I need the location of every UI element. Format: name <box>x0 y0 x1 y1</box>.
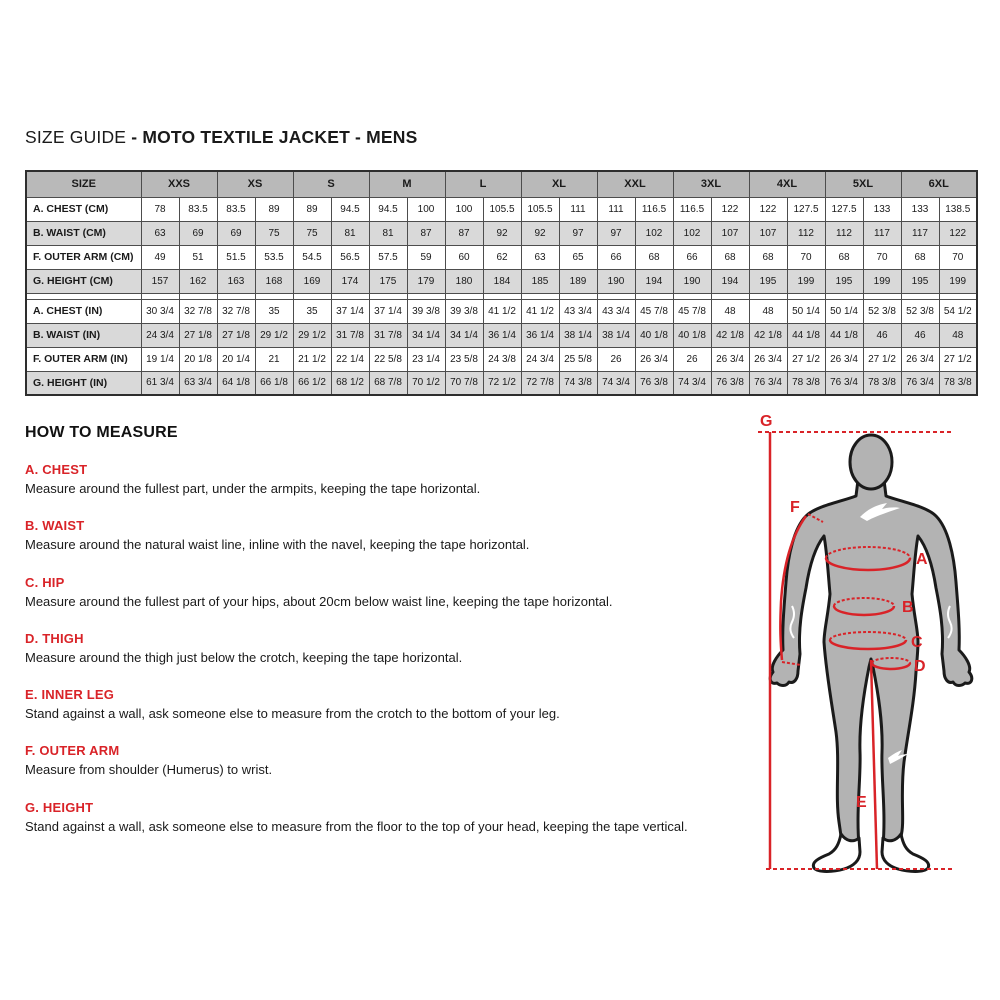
size-value-cell: 27 1/2 <box>863 347 901 371</box>
size-value-cell: 59 <box>407 245 445 269</box>
size-value-cell: 34 1/4 <box>407 323 445 347</box>
size-name-cell: S <box>293 171 369 197</box>
size-value-cell: 72 1/2 <box>483 371 521 395</box>
how-to-measure-title: HOW TO MEASURE <box>25 424 178 441</box>
size-value-cell: 21 1/2 <box>293 347 331 371</box>
size-value-cell: 70 <box>939 245 977 269</box>
size-value-cell: 26 <box>673 347 711 371</box>
size-value-cell: 48 <box>939 323 977 347</box>
size-value-cell: 68 <box>749 245 787 269</box>
size-value-cell: 25 5/8 <box>559 347 597 371</box>
size-value-cell: 94.5 <box>331 197 369 221</box>
row-label: A. CHEST (CM) <box>26 197 141 221</box>
size-value-cell: 40 1/8 <box>635 323 673 347</box>
figure-label-waist: B <box>902 599 914 616</box>
size-value-cell: 116.5 <box>635 197 673 221</box>
size-value-cell: 24 3/4 <box>521 347 559 371</box>
measure-section-text: Stand against a wall, ask someone else to measure from the floor to the top of your head, keeping the tape vertical. <box>25 818 688 834</box>
size-value-cell: 190 <box>673 269 711 293</box>
measure-section-heading: E. INNER LEG <box>25 687 115 702</box>
size-value-cell: 69 <box>179 221 217 245</box>
measure-section <box>25 462 745 497</box>
size-value-cell: 53.5 <box>255 245 293 269</box>
size-value-cell: 39 3/8 <box>445 299 483 323</box>
size-value-cell: 62 <box>483 245 521 269</box>
size-value-cell: 24 3/8 <box>483 347 521 371</box>
size-value-cell: 70 <box>863 245 901 269</box>
row-label: F. OUTER ARM (IN) <box>26 347 141 371</box>
size-value-cell: 44 1/8 <box>825 323 863 347</box>
size-value-cell: 51.5 <box>217 245 255 269</box>
size-value-cell: 194 <box>635 269 673 293</box>
size-value-cell: 68 <box>635 245 673 269</box>
size-value-cell: 29 1/2 <box>293 323 331 347</box>
size-value-cell: 78 3/8 <box>863 371 901 395</box>
size-name-cell: 4XL <box>749 171 825 197</box>
size-value-cell: 74 3/4 <box>597 371 635 395</box>
size-value-cell: 52 3/8 <box>901 299 939 323</box>
size-value-cell: 81 <box>331 221 369 245</box>
size-value-cell: 190 <box>597 269 635 293</box>
measure-section-heading: C. HIP <box>25 574 65 590</box>
measure-section <box>25 743 745 778</box>
measure-section-text: Measure around the thigh just below the crotch, keeping the tape horizontal. <box>25 649 463 665</box>
size-value-cell: 194 <box>711 269 749 293</box>
size-value-cell: 20 1/8 <box>179 347 217 371</box>
size-value-cell: 107 <box>711 221 749 245</box>
size-value-cell: 26 <box>597 347 635 371</box>
size-value-cell: 34 1/4 <box>445 323 483 347</box>
size-value-cell: 45 7/8 <box>673 299 711 323</box>
size-value-cell: 162 <box>179 269 217 293</box>
size-value-cell: 83.5 <box>217 197 255 221</box>
size-value-cell: 30 3/4 <box>141 299 179 323</box>
size-table-wrapper <box>25 170 978 396</box>
size-value-cell: 35 <box>255 299 293 323</box>
size-value-cell: 29 1/2 <box>255 323 293 347</box>
size-value-cell: 76 3/8 <box>635 371 673 395</box>
table-row <box>26 269 977 293</box>
size-value-cell: 50 1/4 <box>825 299 863 323</box>
size-value-cell: 116.5 <box>673 197 711 221</box>
size-value-cell: 66 1/8 <box>255 371 293 395</box>
size-value-cell: 76 3/4 <box>749 371 787 395</box>
size-value-cell: 122 <box>939 221 977 245</box>
size-value-cell: 89 <box>293 197 331 221</box>
size-value-cell: 69 <box>217 221 255 245</box>
size-value-cell: 76 3/4 <box>825 371 863 395</box>
size-value-cell: 76 3/4 <box>901 371 939 395</box>
figure-label-outer-arm: F <box>790 499 800 516</box>
size-value-cell: 31 7/8 <box>331 323 369 347</box>
size-value-cell: 111 <box>597 197 635 221</box>
size-name-cell: 6XL <box>901 171 977 197</box>
size-value-cell: 37 1/4 <box>369 299 407 323</box>
size-value-cell: 75 <box>293 221 331 245</box>
figure-label-chest: A <box>916 551 928 568</box>
size-value-cell: 37 1/4 <box>331 299 369 323</box>
size-value-cell: 43 3/4 <box>559 299 597 323</box>
size-value-cell: 75 <box>255 221 293 245</box>
size-value-cell: 70 <box>787 245 825 269</box>
row-label: A. CHEST (IN) <box>26 299 141 323</box>
size-value-cell: 107 <box>749 221 787 245</box>
size-value-cell: 76 3/8 <box>711 371 749 395</box>
size-value-cell: 105.5 <box>483 197 521 221</box>
size-value-cell: 78 <box>141 197 179 221</box>
measure-section-heading: F. OUTER ARM <box>25 743 120 759</box>
size-value-cell: 63 <box>521 245 559 269</box>
size-name-cell: XXS <box>141 171 217 197</box>
page-title <box>25 127 418 148</box>
size-value-cell: 27 1/2 <box>939 347 977 371</box>
size-value-cell: 48 <box>749 299 787 323</box>
size-value-cell: 63 <box>141 221 179 245</box>
measure-section <box>25 800 745 835</box>
size-value-cell: 70 1/2 <box>407 371 445 395</box>
size-value-cell: 19 1/4 <box>141 347 179 371</box>
size-value-cell: 49 <box>141 245 179 269</box>
size-name-cell: L <box>445 171 521 197</box>
size-value-cell: 65 <box>559 245 597 269</box>
size-value-cell: 199 <box>787 269 825 293</box>
size-value-cell: 31 7/8 <box>369 323 407 347</box>
figure-label-inner-leg: E <box>856 794 867 811</box>
size-value-cell: 50 1/4 <box>787 299 825 323</box>
size-value-cell: 97 <box>559 221 597 245</box>
size-value-cell: 27 1/8 <box>217 323 255 347</box>
size-value-cell: 43 3/4 <box>597 299 635 323</box>
table-row <box>26 245 977 269</box>
size-value-cell: 122 <box>711 197 749 221</box>
size-value-cell: 27 1/8 <box>179 323 217 347</box>
size-value-cell: 44 1/8 <box>787 323 825 347</box>
size-value-cell: 185 <box>521 269 559 293</box>
size-value-cell: 111 <box>559 197 597 221</box>
size-value-cell: 42 1/8 <box>711 323 749 347</box>
size-value-cell: 102 <box>635 221 673 245</box>
size-value-cell: 54 1/2 <box>939 299 977 323</box>
size-value-cell: 127.5 <box>787 197 825 221</box>
figure-label-hip: C <box>911 634 923 651</box>
size-value-cell: 87 <box>445 221 483 245</box>
size-value-cell: 168 <box>255 269 293 293</box>
size-value-cell: 36 1/4 <box>521 323 559 347</box>
size-value-cell: 180 <box>445 269 483 293</box>
size-value-cell: 163 <box>217 269 255 293</box>
size-value-cell: 32 7/8 <box>217 299 255 323</box>
size-value-cell: 87 <box>407 221 445 245</box>
size-value-cell: 89 <box>255 197 293 221</box>
size-value-cell: 117 <box>901 221 939 245</box>
size-value-cell: 68 <box>825 245 863 269</box>
size-name-cell: 3XL <box>673 171 749 197</box>
size-value-cell: 92 <box>483 221 521 245</box>
size-value-cell: 117 <box>863 221 901 245</box>
size-value-cell: 68 1/2 <box>331 371 369 395</box>
size-value-cell: 68 <box>711 245 749 269</box>
size-value-cell: 42 1/8 <box>749 323 787 347</box>
size-value-cell: 26 3/4 <box>749 347 787 371</box>
size-value-cell: 105.5 <box>521 197 559 221</box>
size-value-cell: 41 1/2 <box>483 299 521 323</box>
table-header-row <box>26 171 977 197</box>
size-value-cell: 68 <box>901 245 939 269</box>
size-value-cell: 92 <box>521 221 559 245</box>
size-value-cell: 54.5 <box>293 245 331 269</box>
size-name-cell: XL <box>521 171 597 197</box>
left-foot <box>813 834 860 872</box>
size-value-cell: 56.5 <box>331 245 369 269</box>
right-foot <box>882 834 929 872</box>
measure-section-heading: G. HEIGHT <box>25 799 94 815</box>
table-row <box>26 347 977 371</box>
size-value-cell: 63 3/4 <box>179 371 217 395</box>
size-value-cell: 74 3/8 <box>559 371 597 395</box>
measure-section-heading: B. WAIST <box>25 518 85 534</box>
table-row <box>26 323 977 347</box>
size-value-cell: 24 3/4 <box>141 323 179 347</box>
size-name-cell: XXL <box>597 171 673 197</box>
measurement-figure <box>740 410 990 940</box>
size-value-cell: 45 7/8 <box>635 299 673 323</box>
size-value-cell: 78 3/8 <box>939 371 977 395</box>
table-row <box>26 371 977 395</box>
size-value-cell: 70 7/8 <box>445 371 483 395</box>
size-name-cell: M <box>369 171 445 197</box>
measure-section-text: Measure around the fullest part of your hips, about 20cm below waist line, keeping the tape horizontal. <box>25 593 613 609</box>
size-value-cell: 51 <box>179 245 217 269</box>
head <box>850 435 892 489</box>
size-value-cell: 100 <box>407 197 445 221</box>
size-value-cell: 26 3/4 <box>825 347 863 371</box>
row-label: G. HEIGHT (IN) <box>26 371 141 395</box>
size-value-cell: 133 <box>901 197 939 221</box>
size-value-cell: 66 <box>597 245 635 269</box>
page-title-bold: - MOTO TEXTILE JACKET - MENS <box>131 127 418 147</box>
size-value-cell: 199 <box>939 269 977 293</box>
size-value-cell: 184 <box>483 269 521 293</box>
size-value-cell: 26 3/4 <box>901 347 939 371</box>
size-value-cell: 66 1/2 <box>293 371 331 395</box>
table-row <box>26 299 977 323</box>
size-value-cell: 169 <box>293 269 331 293</box>
size-value-cell: 22 1/4 <box>331 347 369 371</box>
size-value-cell: 20 1/4 <box>217 347 255 371</box>
size-value-cell: 23 1/4 <box>407 347 445 371</box>
size-value-cell: 26 3/4 <box>711 347 749 371</box>
row-label: F. OUTER ARM (CM) <box>26 245 141 269</box>
size-value-cell: 27 1/2 <box>787 347 825 371</box>
size-value-cell: 174 <box>331 269 369 293</box>
size-value-cell: 61 3/4 <box>141 371 179 395</box>
size-value-cell: 21 <box>255 347 293 371</box>
measure-section <box>25 631 745 666</box>
size-value-cell: 157 <box>141 269 179 293</box>
size-value-cell: 22 5/8 <box>369 347 407 371</box>
size-value-cell: 78 3/8 <box>787 371 825 395</box>
page-title-prefix: SIZE GUIDE <box>25 127 132 147</box>
size-value-cell: 38 1/4 <box>559 323 597 347</box>
size-value-cell: 122 <box>749 197 787 221</box>
size-value-cell: 41 1/2 <box>521 299 559 323</box>
size-value-cell: 199 <box>863 269 901 293</box>
size-value-cell: 60 <box>445 245 483 269</box>
body-figure-svg <box>740 410 990 940</box>
size-value-cell: 23 5/8 <box>445 347 483 371</box>
size-name-cell: 5XL <box>825 171 901 197</box>
figure-label-thigh: D <box>914 658 926 675</box>
size-value-cell: 57.5 <box>369 245 407 269</box>
size-value-cell: 32 7/8 <box>179 299 217 323</box>
size-value-cell: 94.5 <box>369 197 407 221</box>
measure-section-heading: A. CHEST <box>25 462 88 477</box>
size-value-cell: 72 7/8 <box>521 371 559 395</box>
measure-section-text: Measure around the natural waist line, inline with the navel, keeping the tape horizontal. <box>25 537 530 553</box>
size-value-cell: 46 <box>863 323 901 347</box>
measure-section <box>25 575 745 610</box>
measure-section <box>25 687 745 722</box>
measure-section-text: Measure around the fullest part, under the armpits, keeping the tape horizontal. <box>25 481 481 496</box>
how-to-measure <box>25 424 745 856</box>
size-value-cell: 179 <box>407 269 445 293</box>
size-value-cell: 189 <box>559 269 597 293</box>
row-label: B. WAIST (IN) <box>26 323 141 347</box>
size-value-cell: 66 <box>673 245 711 269</box>
size-value-cell: 68 7/8 <box>369 371 407 395</box>
size-value-cell: 195 <box>825 269 863 293</box>
size-value-cell: 39 3/8 <box>407 299 445 323</box>
size-value-cell: 195 <box>749 269 787 293</box>
size-value-cell: 64 1/8 <box>217 371 255 395</box>
size-value-cell: 36 1/4 <box>483 323 521 347</box>
size-value-cell: 52 3/8 <box>863 299 901 323</box>
size-value-cell: 48 <box>711 299 749 323</box>
size-value-cell: 127.5 <box>825 197 863 221</box>
size-value-cell: 35 <box>293 299 331 323</box>
size-value-cell: 83.5 <box>179 197 217 221</box>
size-value-cell: 100 <box>445 197 483 221</box>
size-value-cell: 112 <box>825 221 863 245</box>
size-value-cell: 175 <box>369 269 407 293</box>
size-value-cell: 195 <box>901 269 939 293</box>
measure-section-text: Stand against a wall, ask someone else to measure from the crotch to the bottom of your leg. <box>25 706 560 721</box>
measure-section <box>25 518 745 553</box>
row-label: G. HEIGHT (CM) <box>26 269 141 293</box>
size-value-cell: 133 <box>863 197 901 221</box>
size-table <box>25 170 978 396</box>
table-row <box>26 221 977 245</box>
row-label: B. WAIST (CM) <box>26 221 141 245</box>
figure-label-height: G <box>760 413 773 430</box>
measure-section-text: Measure from shoulder (Humerus) to wrist. <box>25 762 273 778</box>
size-value-cell: 81 <box>369 221 407 245</box>
size-name-cell: XS <box>217 171 293 197</box>
size-value-cell: 46 <box>901 323 939 347</box>
size-value-cell: 74 3/4 <box>673 371 711 395</box>
size-value-cell: 38 1/4 <box>597 323 635 347</box>
measure-sections <box>25 462 745 835</box>
measure-section-heading: D. THIGH <box>25 630 84 646</box>
size-value-cell: 112 <box>787 221 825 245</box>
table-row <box>26 197 977 221</box>
size-value-cell: 26 3/4 <box>635 347 673 371</box>
size-header-cell: SIZE <box>26 171 141 197</box>
size-value-cell: 138.5 <box>939 197 977 221</box>
size-value-cell: 102 <box>673 221 711 245</box>
size-value-cell: 97 <box>597 221 635 245</box>
size-value-cell: 40 1/8 <box>673 323 711 347</box>
